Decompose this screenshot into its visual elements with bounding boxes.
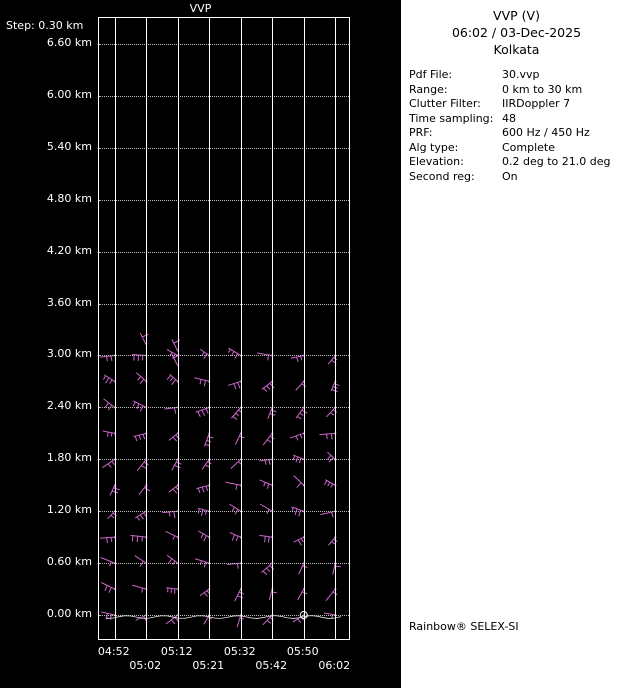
info-row-key: Second reg: <box>409 169 475 183</box>
info-row-key: Time sampling: <box>409 111 494 125</box>
gridline-horizontal <box>99 563 349 564</box>
gridline-vertical <box>304 18 305 639</box>
gridline-horizontal <box>99 511 349 512</box>
gridline-vertical <box>209 18 210 639</box>
gridline-vertical <box>146 18 147 639</box>
info-row-key: Pdf File: <box>409 68 453 81</box>
x-tick-label: 05:21 <box>192 659 225 672</box>
y-tick-label: 1.20 km <box>46 503 92 517</box>
gridline-horizontal <box>99 200 349 201</box>
y-tick-label: 5.40 km <box>46 139 92 153</box>
plot-area[interactable] <box>98 17 350 640</box>
info-title-line2: 06:02 / 03-Dec-2025 <box>451 25 582 40</box>
gridline-horizontal <box>99 96 349 97</box>
gridline-horizontal <box>99 407 349 408</box>
gridline-vertical <box>241 18 242 639</box>
gridline-horizontal <box>99 615 349 616</box>
info-title-line1: VVP (V) <box>493 8 540 23</box>
y-tick-label: 6.60 km <box>46 35 92 49</box>
x-tick-label: 05:32 <box>223 645 256 658</box>
gridline-horizontal <box>99 252 349 253</box>
info-row-value: Complete <box>502 140 556 154</box>
gridline-horizontal <box>99 459 349 460</box>
info-row-value: 0.2 deg to 21.0 deg <box>502 155 611 168</box>
info-row-value: IIRDoppler 7 <box>502 97 571 110</box>
gridline-vertical <box>335 18 336 639</box>
info-row <box>409 141 632 156</box>
x-tick-label: 04:52 <box>97 645 130 658</box>
gridline-horizontal <box>99 304 349 305</box>
x-tick-label: 05:02 <box>129 659 162 672</box>
x-tick-label: 06:02 <box>318 659 351 672</box>
x-tick-label: 05:42 <box>255 659 288 672</box>
gridline-horizontal <box>99 44 349 45</box>
info-panel <box>401 0 632 688</box>
info-row <box>409 170 632 185</box>
x-tick-label: 05:12 <box>160 645 193 658</box>
y-tick-label: 3.00 km <box>46 347 92 361</box>
info-title <box>401 0 632 58</box>
info-row-key: Clutter Filter: <box>409 97 481 110</box>
gridline-vertical <box>178 18 179 639</box>
wind-barb-layer <box>99 18 350 640</box>
gridline-vertical <box>272 18 273 639</box>
y-tick-label: 6.00 km <box>46 87 92 101</box>
y-tick-label: 4.20 km <box>46 243 92 257</box>
info-row-value: 0 km to 30 km <box>502 82 583 96</box>
info-table <box>401 68 632 184</box>
gridline-vertical <box>115 18 116 639</box>
y-tick-label: 0.00 km <box>46 607 92 621</box>
info-row-value: On <box>502 169 518 183</box>
info-row <box>409 155 632 170</box>
info-row-value: 30.vvp <box>502 68 540 81</box>
info-row-key: PRF: <box>409 126 433 139</box>
x-tick-label: 05:50 <box>286 645 319 658</box>
y-tick-label: 4.80 km <box>46 191 92 205</box>
info-row <box>409 112 632 127</box>
y-tick-label: 3.60 km <box>46 295 92 309</box>
info-row <box>409 126 632 141</box>
info-title-line3: Kolkata <box>493 42 540 57</box>
y-tick-label: 1.80 km <box>46 451 92 465</box>
credit-label: Rainbow® SELEX-SI <box>409 620 519 633</box>
info-row <box>409 68 632 83</box>
info-row-value: 600 Hz / 450 Hz <box>502 126 590 139</box>
y-tick-label: 0.60 km <box>46 555 92 569</box>
info-row <box>409 83 632 98</box>
y-tick-label: 2.40 km <box>46 399 92 413</box>
info-row <box>409 97 632 112</box>
info-row-key: Elevation: <box>409 155 464 168</box>
gridline-horizontal <box>99 148 349 149</box>
info-row-value: 48 <box>502 111 516 125</box>
step-label: Step: 0.30 km <box>6 19 84 32</box>
info-row-key: Range: <box>409 82 448 96</box>
gridline-horizontal <box>99 355 349 356</box>
info-row-key: Alg type: <box>409 140 459 154</box>
chart-title: VVP <box>189 2 212 15</box>
